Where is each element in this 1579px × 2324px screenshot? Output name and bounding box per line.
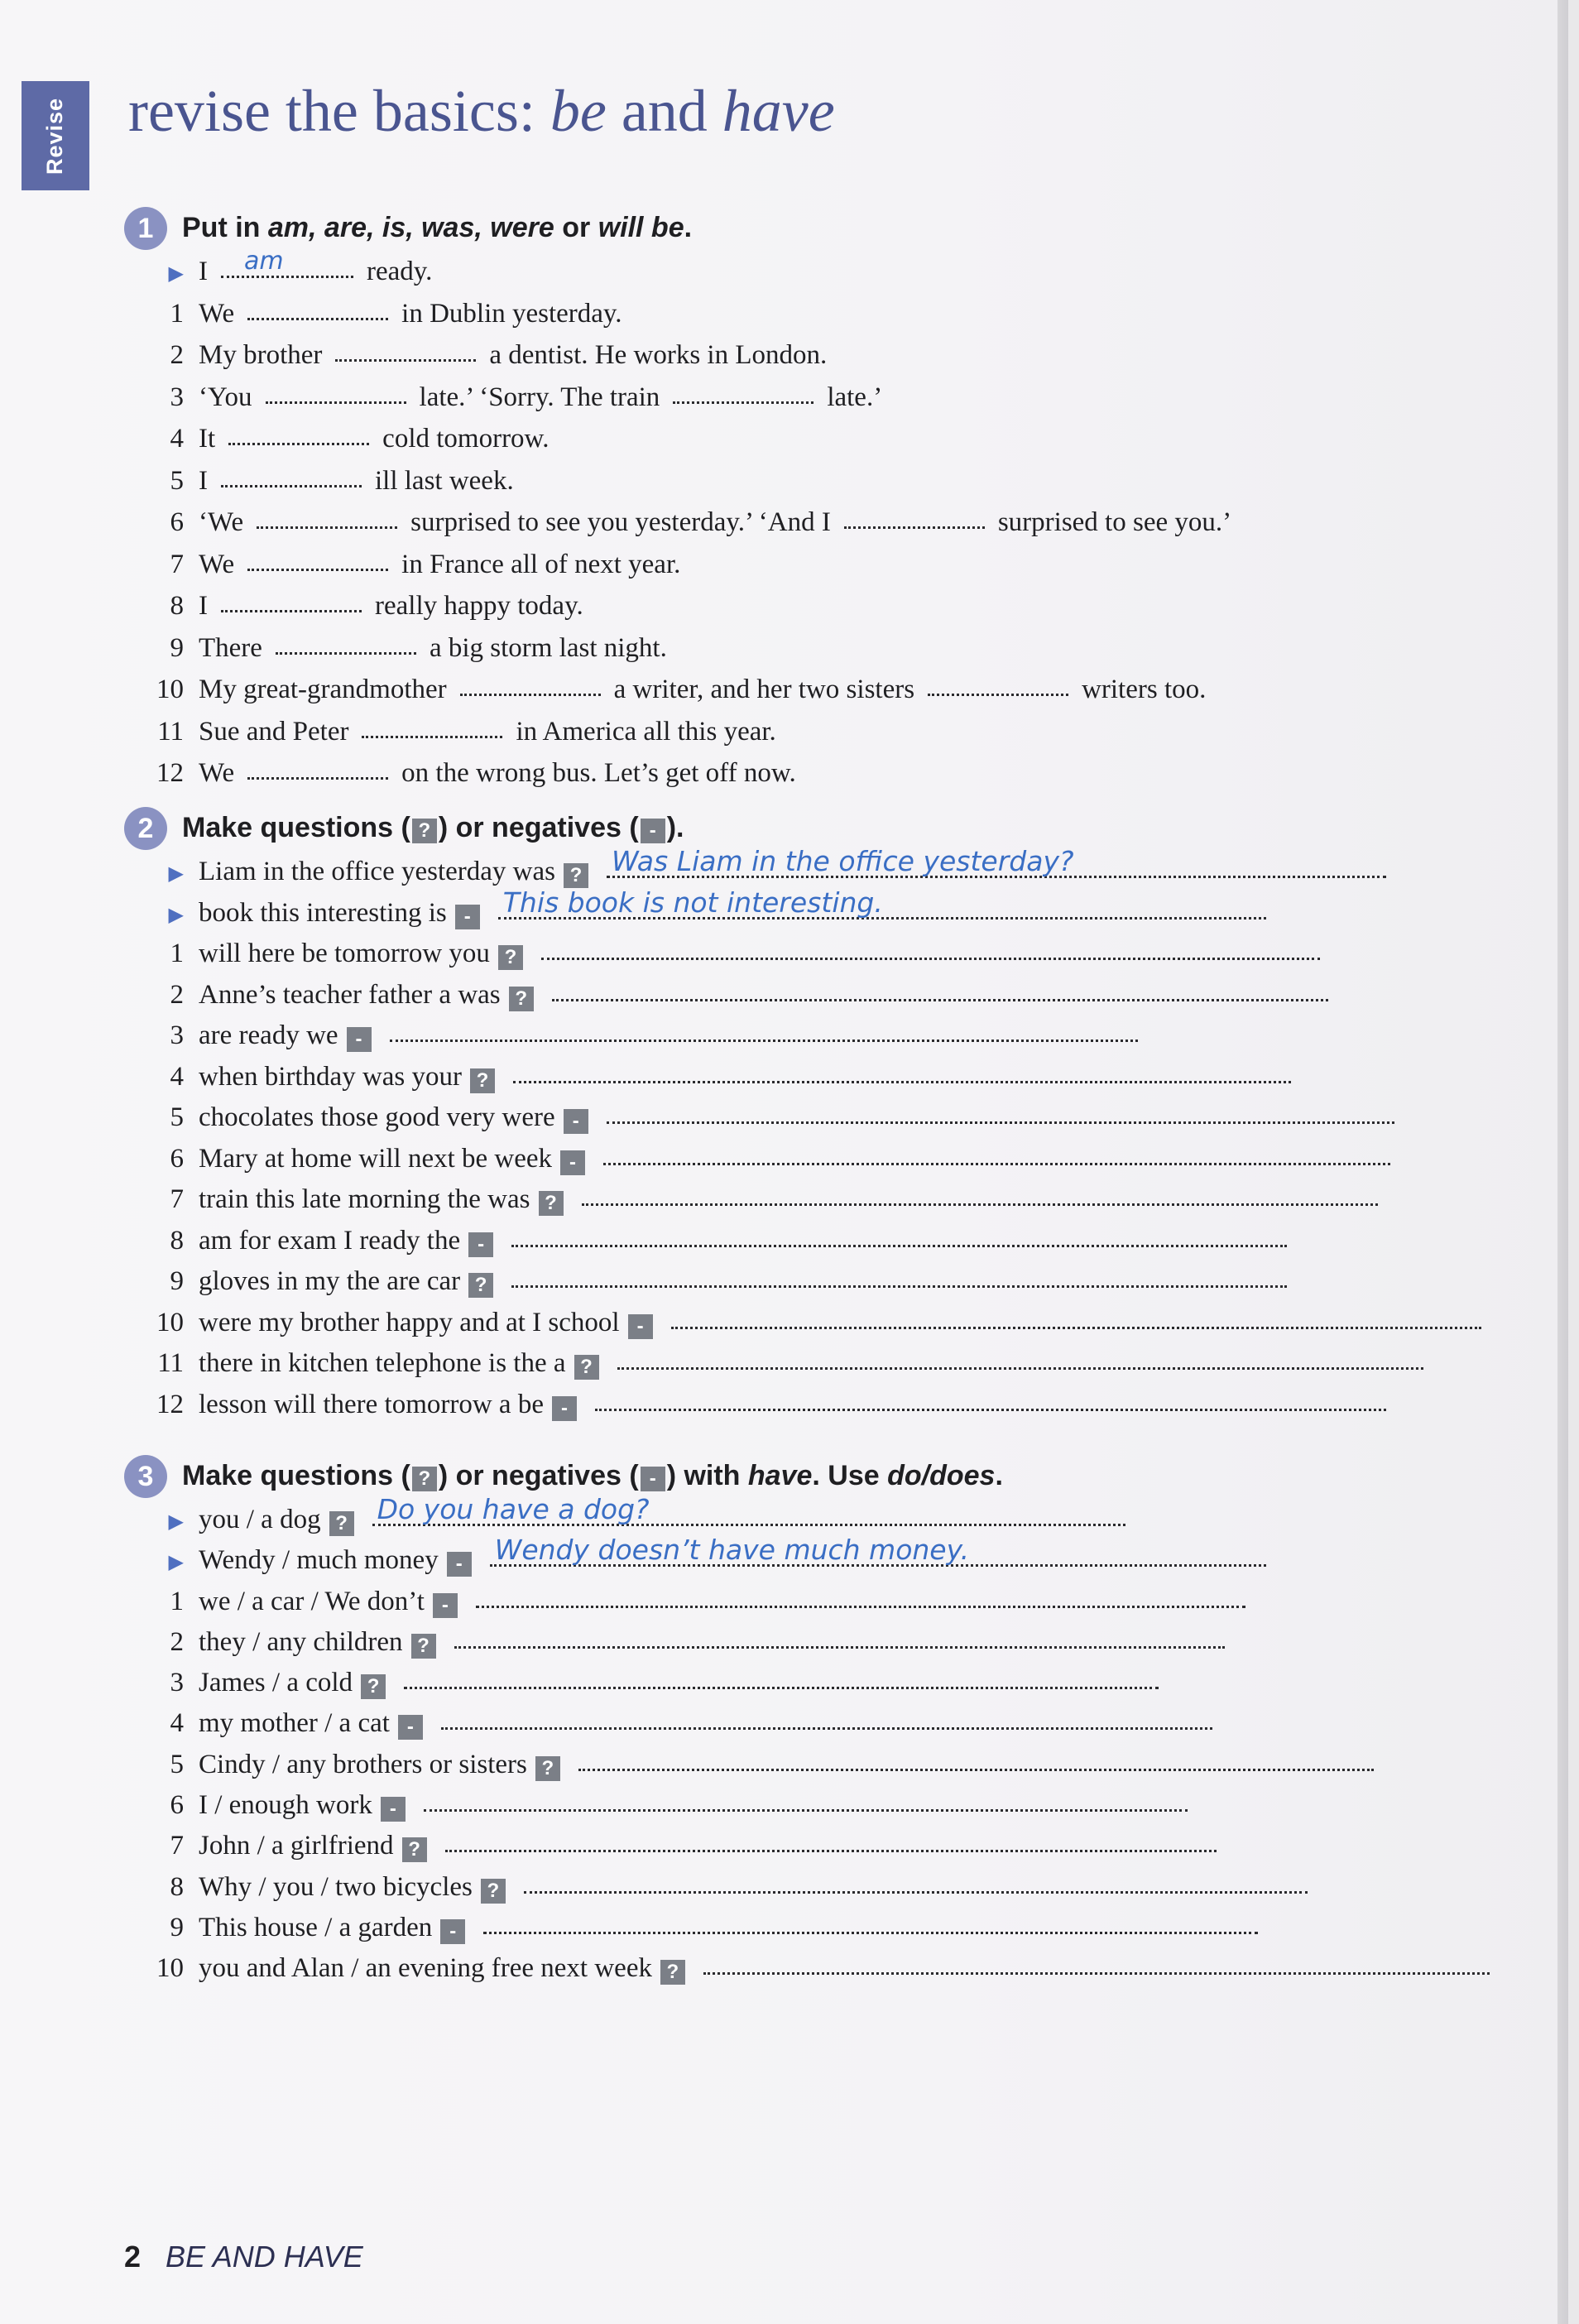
- item-text: I: [199, 257, 208, 286]
- item-number: 4: [170, 1061, 184, 1092]
- instruction-text: Make questions (: [182, 812, 410, 843]
- item-text: were my brother happy and at I school: [199, 1307, 620, 1337]
- answer-gap[interactable]: [362, 735, 502, 738]
- question-mark-icon: ?: [498, 945, 523, 970]
- exercise-item: [124, 1750, 1490, 1790]
- answer-gap[interactable]: [257, 526, 397, 529]
- item-text: ill last week.: [375, 465, 514, 496]
- exercise-item: [124, 299, 1490, 341]
- exercise-item: [124, 1790, 1490, 1831]
- question-mark-icon: ?: [329, 1511, 354, 1536]
- handwritten-answer: am: [244, 247, 284, 276]
- item-text: am for exam I ready the: [199, 1225, 461, 1256]
- item-text: ready.: [367, 257, 433, 286]
- exercise-item: [124, 1953, 1490, 1994]
- instruction-will-be: will be: [598, 212, 684, 243]
- instruction-text: ) or negatives (: [438, 1460, 639, 1491]
- minus-icon: -: [641, 819, 665, 843]
- item-text: We: [199, 549, 235, 579]
- exercise-item: [124, 424, 1490, 466]
- item-number: 6: [170, 1790, 184, 1821]
- item-text: ‘You: [199, 382, 252, 412]
- exercise-3-instruction: [182, 1460, 1003, 1492]
- exercise-number-badge: 3: [124, 1455, 167, 1498]
- item-number: 10: [156, 675, 184, 704]
- minus-icon: -: [455, 905, 480, 929]
- item-number: 3: [170, 382, 184, 412]
- item-number: 4: [170, 424, 184, 454]
- arrow-icon: ▶: [168, 263, 184, 285]
- answer-line: [372, 1493, 1125, 1526]
- item-number: 5: [170, 465, 184, 496]
- item-text: a writer, and her two sisters: [613, 675, 915, 704]
- instruction-text: . Use: [812, 1460, 888, 1491]
- item-text: lesson will there tomorrow a be: [199, 1389, 544, 1419]
- answer-line: [498, 886, 1266, 920]
- minus-icon: -: [628, 1314, 653, 1339]
- exercise-item: [124, 758, 1490, 800]
- exercise-item: [124, 1627, 1490, 1668]
- answer-gap[interactable]: [247, 568, 388, 571]
- answer-gap[interactable]: [276, 651, 416, 655]
- exercise-item: [124, 1587, 1490, 1627]
- answer-gap: [221, 247, 353, 278]
- answer-line[interactable]: [671, 1326, 1481, 1329]
- answer-line[interactable]: [541, 957, 1320, 960]
- exercise-item: [124, 1226, 1490, 1267]
- exercise-item: [124, 550, 1490, 592]
- exercise-item: [124, 466, 1490, 508]
- answer-line[interactable]: [524, 1890, 1308, 1894]
- handwritten-answer: Do you have a dog?: [377, 1493, 650, 1525]
- exercise-number-badge: 1: [124, 207, 167, 250]
- minus-icon: -: [564, 1109, 588, 1134]
- item-text: Why / you / two bicycles: [199, 1871, 473, 1902]
- minus-icon: -: [560, 1150, 585, 1175]
- exercise-item: [124, 1144, 1490, 1185]
- answer-line[interactable]: [390, 1039, 1138, 1042]
- answer-gap[interactable]: [335, 358, 476, 362]
- minus-icon: -: [381, 1797, 406, 1822]
- item-number: 8: [170, 1871, 184, 1902]
- question-mark-icon: ?: [574, 1355, 599, 1380]
- item-text: on the wrong bus. Let’s get off now.: [401, 758, 796, 788]
- exercise-item: [124, 1390, 1490, 1431]
- exercise-1-instruction: [182, 212, 692, 244]
- instruction-do-does: do/does: [887, 1460, 996, 1491]
- item-text: there in kitchen telephone is the a: [199, 1348, 566, 1378]
- answer-gap[interactable]: [928, 693, 1068, 696]
- item-number: 3: [170, 1020, 184, 1050]
- item-number: 8: [170, 591, 184, 621]
- exercise-2-instruction: [182, 812, 684, 844]
- item-number: 10: [156, 1953, 184, 1984]
- exercise-item: [124, 717, 1490, 759]
- item-number: 2: [170, 1626, 184, 1657]
- item-number: 9: [170, 1912, 184, 1942]
- answer-gap[interactable]: [247, 776, 388, 780]
- revise-tab: [22, 81, 89, 190]
- answer-line[interactable]: [511, 1284, 1287, 1288]
- answer-line[interactable]: [404, 1686, 1159, 1689]
- item-number: 7: [170, 549, 184, 579]
- question-mark-icon: ?: [470, 1068, 495, 1093]
- question-mark-icon: ?: [402, 1837, 427, 1862]
- answer-line[interactable]: [603, 1162, 1390, 1165]
- question-mark-icon: ?: [411, 1634, 436, 1659]
- item-number: 2: [170, 340, 184, 370]
- answer-line[interactable]: [552, 998, 1328, 1001]
- question-mark-icon: ?: [481, 1879, 506, 1904]
- answer-line[interactable]: [578, 1768, 1374, 1771]
- footer-title: BE AND HAVE: [166, 2240, 363, 2274]
- page-number: 2: [124, 2240, 142, 2274]
- instruction-text: Make questions (: [182, 1460, 410, 1491]
- exercise-item: [124, 340, 1490, 382]
- item-text: John / a girlfriend: [199, 1831, 394, 1861]
- handwritten-answer: This book is not interesting.: [502, 886, 883, 919]
- title-have: have: [722, 78, 835, 144]
- arrow-icon: ▶: [168, 863, 184, 885]
- handwritten-answer: Was Liam in the office yesterday?: [611, 845, 1074, 877]
- item-text: my mother / a cat: [199, 1708, 390, 1739]
- item-text: I: [199, 591, 208, 621]
- item-text: you / a dog: [199, 1505, 321, 1534]
- minus-icon: -: [347, 1027, 372, 1052]
- exercise-item: [124, 1872, 1490, 1913]
- exercise-item: [124, 1831, 1490, 1871]
- item-text: It: [199, 424, 216, 454]
- answer-line: [490, 1534, 1266, 1567]
- instruction-forms: am, are, is, was, were: [267, 212, 554, 243]
- answer-line[interactable]: [617, 1366, 1423, 1370]
- item-number: 7: [170, 1831, 184, 1861]
- item-number: 11: [157, 1348, 184, 1378]
- item-number: 8: [170, 1225, 184, 1256]
- question-mark-icon: ?: [468, 1273, 493, 1298]
- item-number: 6: [170, 507, 184, 537]
- item-number: 4: [170, 1708, 184, 1739]
- title-prefix: revise the basics:: [128, 78, 550, 144]
- answer-gap[interactable]: [673, 401, 813, 404]
- item-number: 11: [157, 716, 184, 747]
- minus-icon: -: [440, 1919, 465, 1944]
- item-text: train this late morning the was: [199, 1184, 530, 1214]
- exercise-item: [124, 1708, 1490, 1749]
- item-number: 6: [170, 1143, 184, 1174]
- arrow-icon: ▶: [168, 1552, 184, 1574]
- item-text: really happy today.: [375, 591, 583, 621]
- item-text: Cindy / any brothers or sisters: [199, 1749, 527, 1779]
- item-text: they / any children: [199, 1626, 403, 1657]
- revise-tab-label: Revise: [42, 97, 68, 175]
- item-number: 1: [170, 298, 184, 329]
- exercise-2: [124, 807, 1490, 1430]
- question-mark-icon: ?: [660, 1960, 685, 1985]
- question-mark-icon: ?: [412, 1467, 437, 1491]
- item-text: Liam in the office yesterday was: [199, 857, 555, 886]
- item-text: My great-grandmother: [199, 675, 447, 704]
- item-text: Mary at home will next be week: [199, 1143, 553, 1174]
- item-text: will here be tomorrow you: [199, 939, 490, 968]
- item-text: I / enough work: [199, 1790, 372, 1821]
- item-number: 1: [170, 939, 184, 968]
- item-number: 5: [170, 1102, 184, 1132]
- exercise-3-items: [124, 1493, 1490, 1995]
- answer-gap[interactable]: [221, 609, 362, 612]
- exercise-2-items: [124, 845, 1490, 1430]
- item-text: cold tomorrow.: [382, 424, 550, 454]
- exercise-3: [124, 1455, 1490, 1995]
- item-number: 5: [170, 1749, 184, 1779]
- answer-line[interactable]: [513, 1080, 1291, 1083]
- item-text: when birthday was your: [199, 1061, 463, 1092]
- answer-line[interactable]: [703, 1971, 1490, 1975]
- exercise-1-header: [124, 207, 1490, 257]
- item-text: gloves in my the are car: [199, 1266, 461, 1296]
- question-mark-icon: ?: [539, 1191, 564, 1216]
- item-number: 9: [170, 1266, 184, 1296]
- item-number: 12: [156, 1389, 184, 1419]
- item-text: late.’ ‘Sorry. The train: [419, 382, 660, 412]
- item-text: are ready we: [199, 1020, 338, 1050]
- item-text: Sue and Peter: [199, 716, 349, 747]
- item-text: There: [199, 632, 262, 663]
- item-text: surprised to see you yesterday.’ ‘And I: [410, 507, 831, 537]
- item-text: a dentist. He works in London.: [489, 340, 828, 370]
- item-text: book this interesting is: [199, 897, 447, 928]
- handwritten-answer: Wendy doesn’t have much money.: [494, 1534, 970, 1567]
- minus-icon: -: [552, 1396, 577, 1421]
- item-text: This house / a garden: [199, 1912, 433, 1942]
- item-text: ‘We: [199, 507, 244, 537]
- answer-line[interactable]: [483, 1931, 1258, 1934]
- exercise-item: [124, 1668, 1490, 1708]
- exercise-item: [124, 1348, 1490, 1390]
- instruction-or: or: [554, 212, 598, 243]
- example-item: [124, 247, 1490, 299]
- answer-line[interactable]: [582, 1203, 1379, 1206]
- instruction-end: .: [995, 1460, 1003, 1491]
- page-footer: [124, 2240, 363, 2274]
- exercise-item: [124, 507, 1490, 550]
- answer-line[interactable]: [607, 1121, 1394, 1124]
- exercise-item: [124, 591, 1490, 633]
- item-number: 10: [156, 1307, 184, 1337]
- title-and: and: [606, 78, 722, 144]
- item-text: a big storm last night.: [429, 632, 667, 663]
- item-number: 3: [170, 1668, 184, 1698]
- item-number: 9: [170, 632, 184, 663]
- instruction-end: .: [684, 212, 693, 243]
- question-mark-icon: ?: [361, 1674, 386, 1699]
- exercise-item: [124, 382, 1490, 425]
- arrow-icon: ▶: [168, 1511, 184, 1533]
- instruction-text: ) with: [666, 1460, 748, 1491]
- answer-gap[interactable]: [247, 317, 388, 320]
- question-mark-icon: ?: [564, 863, 588, 888]
- exercise-number-badge: 2: [124, 807, 167, 850]
- question-mark-icon: ?: [509, 987, 534, 1011]
- answer-line[interactable]: [441, 1726, 1212, 1730]
- example-item: [124, 1534, 1490, 1586]
- item-text: surprised to see you.’: [997, 507, 1232, 537]
- exercise-1-items: [124, 247, 1490, 800]
- instruction-end: ).: [666, 812, 684, 843]
- answer-gap[interactable]: [228, 442, 369, 445]
- item-text: chocolates those good very were: [199, 1102, 555, 1132]
- title-be: be: [550, 78, 607, 144]
- answer-line[interactable]: [424, 1808, 1188, 1812]
- item-number: 7: [170, 1184, 184, 1214]
- item-text: writers too.: [1082, 675, 1207, 704]
- question-mark-icon: ?: [535, 1756, 560, 1781]
- answer-line[interactable]: [454, 1645, 1225, 1649]
- instruction-text: ) or negatives (: [438, 812, 639, 843]
- instruction-have: have: [747, 1460, 813, 1491]
- answer-gap[interactable]: [221, 484, 362, 487]
- minus-icon: -: [468, 1232, 493, 1257]
- exercise-item: [124, 1062, 1490, 1103]
- exercise-item: [124, 980, 1490, 1021]
- exercise-1: [124, 207, 1490, 800]
- answer-gap[interactable]: [266, 401, 406, 404]
- item-text: Wendy / much money: [199, 1545, 439, 1576]
- exercise-item: [124, 675, 1490, 717]
- answer-line[interactable]: [595, 1408, 1386, 1411]
- minus-icon: -: [447, 1552, 472, 1577]
- item-text: in America all this year.: [516, 716, 776, 747]
- question-mark-icon: ?: [412, 819, 437, 843]
- item-text: in France all of next year.: [401, 549, 681, 579]
- item-text: I: [199, 465, 208, 496]
- answer-line: [607, 845, 1386, 878]
- item-text: you and Alan / an evening free next week: [199, 1953, 652, 1984]
- exercise-item: [124, 1102, 1490, 1144]
- item-text: in Dublin yesterday.: [401, 298, 622, 329]
- instruction-text: Put in: [182, 212, 268, 243]
- answer-gap[interactable]: [460, 693, 601, 696]
- exercise-item: [124, 1020, 1490, 1062]
- item-text: James / a cold: [199, 1668, 353, 1698]
- arrow-icon: ▶: [168, 904, 184, 926]
- item-text: We: [199, 758, 235, 788]
- minus-icon: -: [433, 1593, 458, 1618]
- page-title: [128, 78, 835, 144]
- answer-gap[interactable]: [844, 526, 985, 529]
- exercise-item: [124, 633, 1490, 675]
- item-number: 2: [170, 979, 184, 1010]
- exercise-3-header: [124, 1455, 1490, 1505]
- exercise-item: [124, 1308, 1490, 1349]
- exercise-item: [124, 939, 1490, 980]
- item-text: Anne’s teacher father a was: [199, 979, 501, 1010]
- exercise-item: [124, 1913, 1490, 1953]
- minus-icon: -: [398, 1715, 423, 1740]
- item-number: 1: [170, 1586, 184, 1616]
- item-number: 12: [156, 758, 184, 788]
- minus-icon: -: [641, 1467, 665, 1491]
- exercise-item: [124, 1266, 1490, 1308]
- item-text: late.’: [827, 382, 883, 412]
- exercise-item: [124, 1184, 1490, 1226]
- page-edge: [1557, 0, 1568, 2324]
- answer-line[interactable]: [445, 1849, 1217, 1852]
- item-text: We: [199, 298, 235, 329]
- answer-line[interactable]: [476, 1605, 1245, 1608]
- item-text: we / a car / We don’t: [199, 1586, 425, 1616]
- answer-line[interactable]: [511, 1244, 1287, 1247]
- item-text: My brother: [199, 340, 323, 370]
- example-item: [124, 886, 1490, 939]
